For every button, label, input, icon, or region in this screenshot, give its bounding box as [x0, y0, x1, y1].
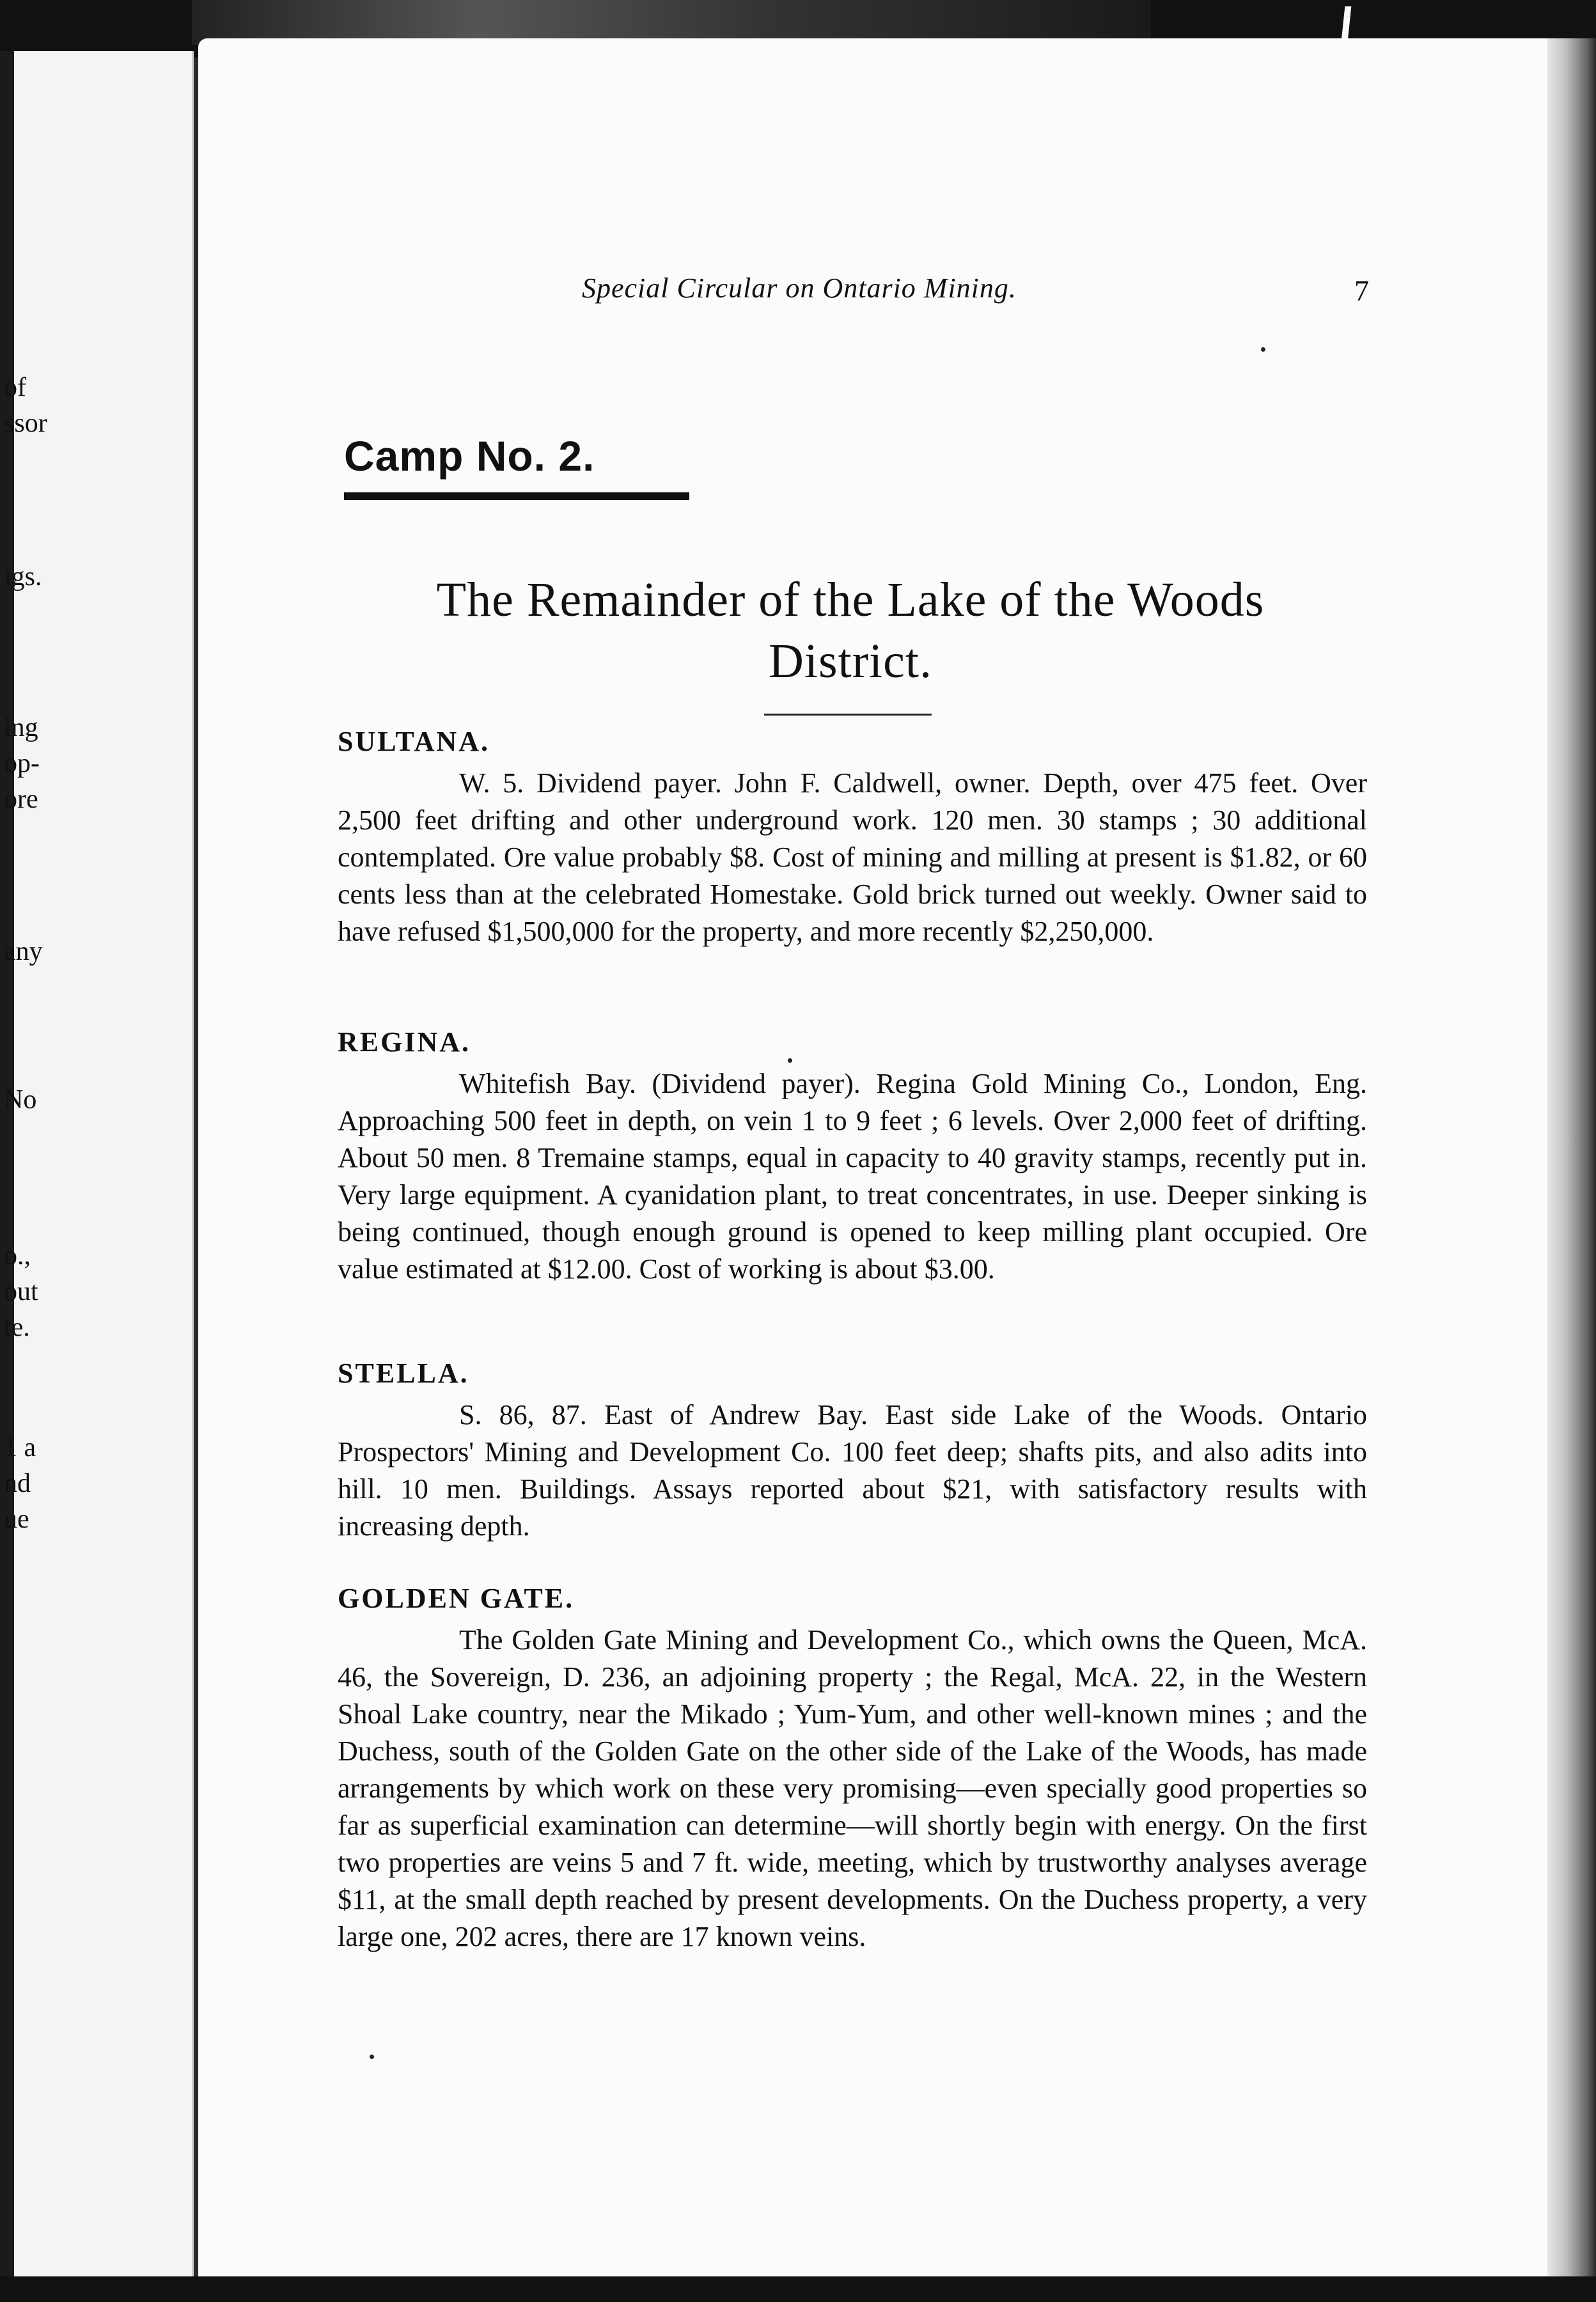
margin-fragment: No: [4, 1085, 37, 1115]
page-right-edge: [1547, 38, 1596, 2276]
section-text: Whitefish Bay. (Dividend payer). Regina Gold Mining Co., London, Eng. Approaching 500 feet in depth, on vein 1 to 9 feet ; 6 levels. Over 2,000 feet of drifting. About 50 men. 8 Tremaine stamps, equal in capacity to 40 gravity stamps, recently put in. Very large equipment. A cyanidation plant, to treat concentrates, in use. Deeper sinking is being continued, though enough ground is opened to keep milling plant occupied. Ore value estimated at $12.00. Cost of working is about $3.00.: [338, 1068, 1367, 1285]
section-stella: [338, 1354, 1367, 1545]
margin-fragment: te.: [4, 1313, 30, 1342]
margin-fragment: ssor: [4, 409, 47, 438]
section-text: S. 86, 87. East of Andrew Bay. East side Lake of the Woods. Ontario Prospectors' Mining and Development Co. 100 feet deep; shafts pits, and also adits into hill. 10 men. Buildings. Assays reported about $21, with satisfactory results with increasing depth.: [338, 1399, 1367, 1542]
margin-fragment: ore: [4, 785, 38, 814]
section-text: The Golden Gate Mining and Development Co., which owns the Queen, McA. 46, the Sovereign, D. 236, an adjoining property ; the Regal, McA. 22, in the Western Shoal Lake country, near the Mikado ; Yum-Yum, and other well-known mines ; and the Duchess, south of the Golden Gate on the other side of the Lake of the Woods, has made arrangements by which work on these very promising—even specially good properties so far as superficial examination can determine—will shortly begin with energy. On the first two properties are veins 5 and 7 ft. wide, meeting, which by trustworthy analyses average $11, at the small depth reached by present developments. On the Duchess property, a very large one, 202 acres, there are 17 known veins.: [338, 1624, 1367, 1952]
print-speck: [370, 2055, 374, 2059]
margin-fragment: any: [4, 937, 43, 966]
margin-fragment: ing: [4, 713, 38, 742]
facing-page-edge: [0, 51, 194, 2276]
camp-heading-rule: [344, 492, 689, 500]
section-golden-gate: [338, 1579, 1367, 1955]
margin-fragment: ue: [4, 1505, 29, 1534]
section-sultana: [338, 723, 1367, 950]
page-number: 7: [1354, 274, 1369, 307]
margin-fragment: nd: [4, 1469, 31, 1498]
margin-fragment: 1 a: [4, 1433, 36, 1462]
print-speck: [1261, 347, 1265, 352]
margin-fragment: o.,: [4, 1241, 31, 1271]
margin-fragment: igs.: [4, 562, 42, 591]
running-header: Special Circular on Ontario Mining.: [582, 272, 1017, 304]
section-regina: [338, 1023, 1367, 1288]
section-title: SULTANA.: [338, 726, 490, 757]
section-text: W. 5. Dividend payer. John F. Caldwell, owner. Depth, over 475 feet. Over 2,500 feet drifting and other underground work. 120 men. 30 stamps ; 30 additional contemplated. Ore value probably $8. Cost of mining and milling at present is $1.82, or 60 cents less than at the celebrated Homestake. Gold brick turned out weekly. Owner said to have refused $1,500,000 for the property, and more recently $2,250,000.: [338, 767, 1367, 947]
scan-bottom-border: [0, 2276, 1596, 2302]
section-title: GOLDEN GATE.: [338, 1583, 575, 1614]
margin-fragment: op-: [4, 749, 40, 778]
section-title: STELLA.: [338, 1358, 469, 1389]
margin-fragment: out: [4, 1277, 38, 1306]
margin-fragment: of: [4, 373, 26, 402]
district-title: The Remainder of the Lake of the Woods District.: [436, 573, 1265, 688]
title-divider: [764, 714, 932, 716]
section-title: REGINA.: [338, 1026, 471, 1058]
camp-heading: Camp No. 2.: [344, 432, 595, 480]
